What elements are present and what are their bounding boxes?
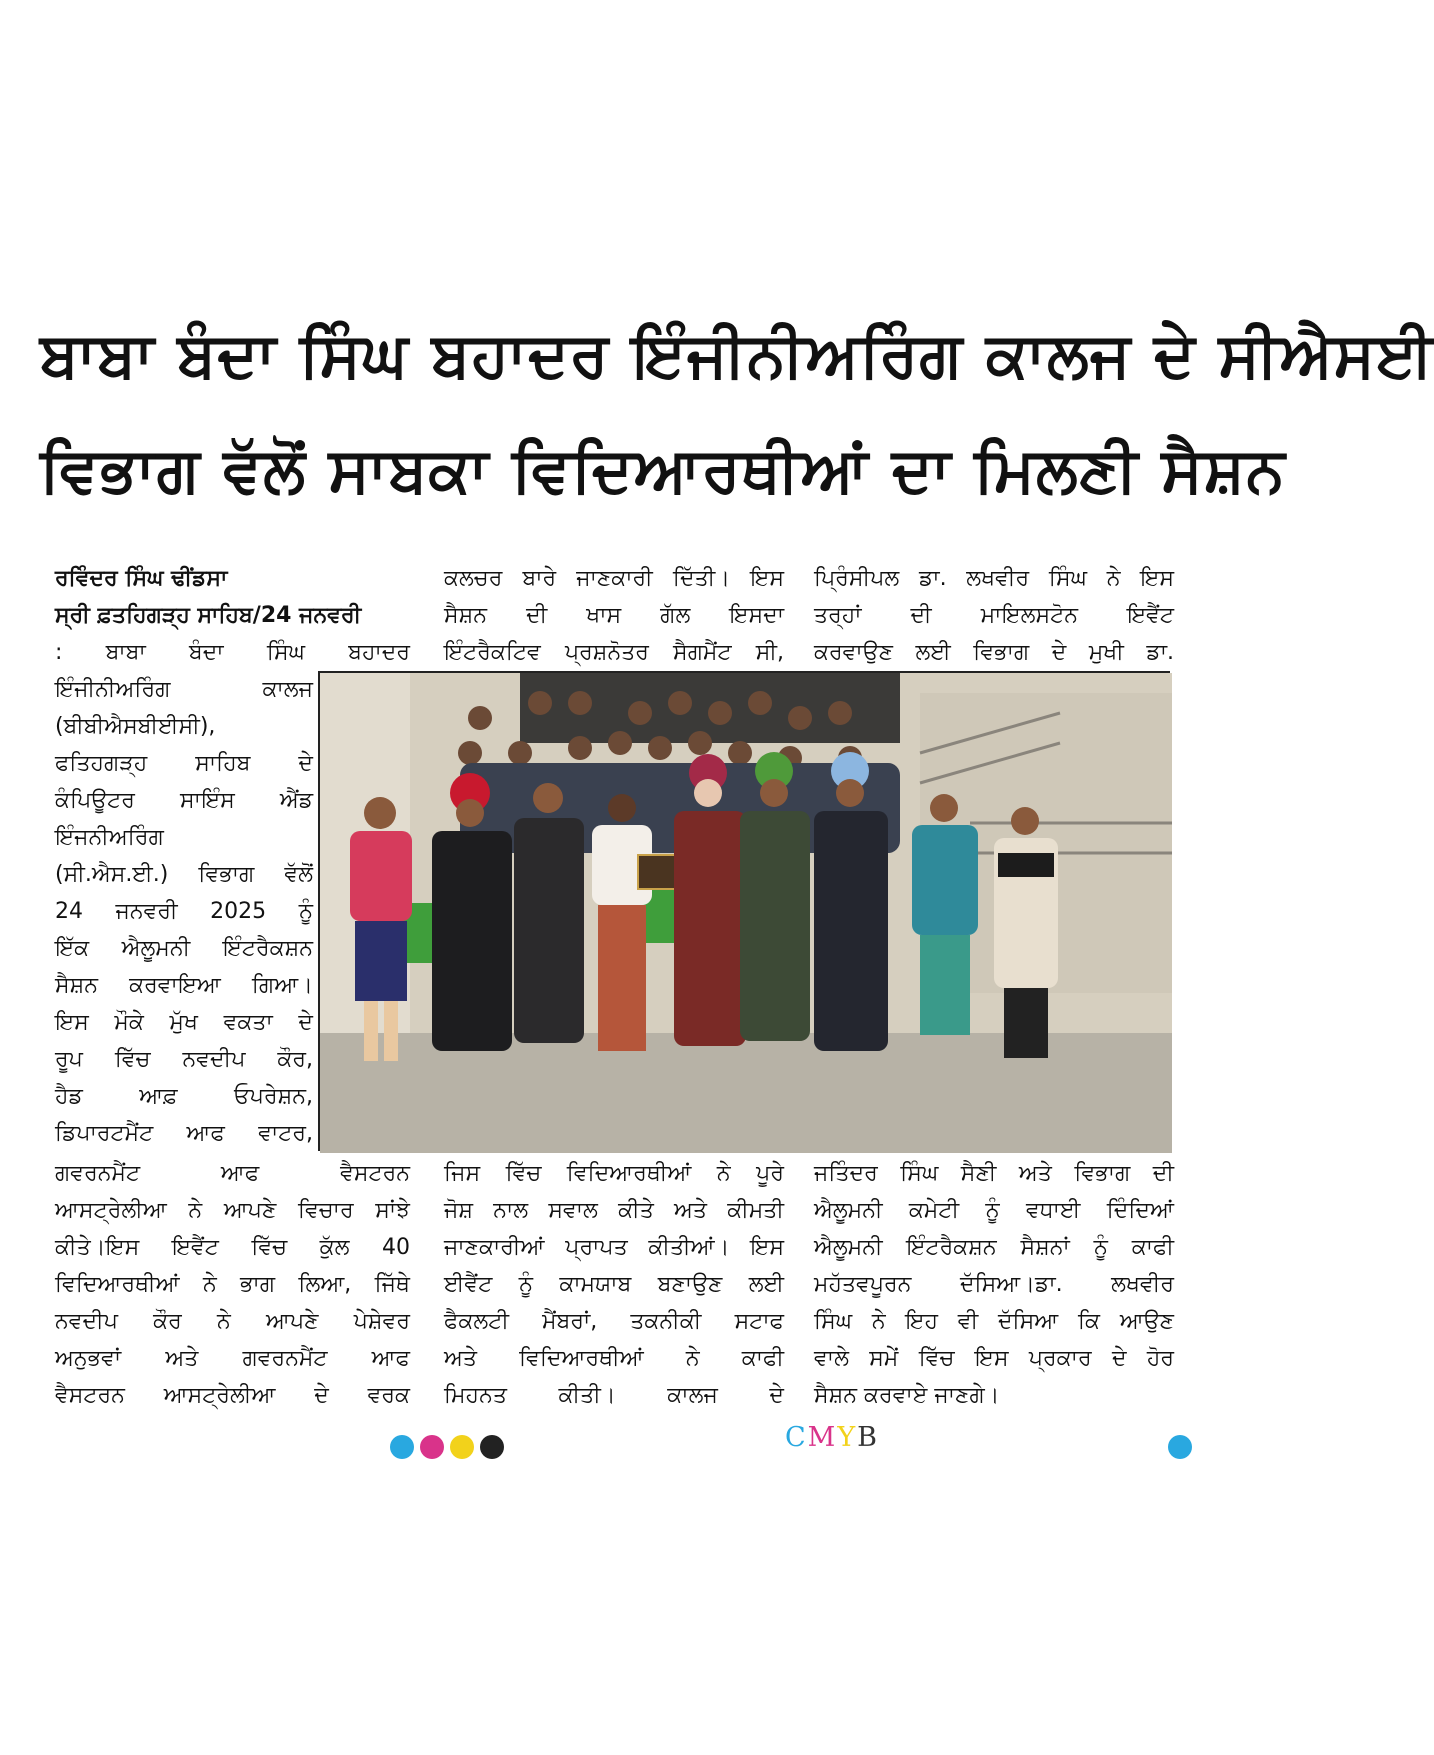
- body-line: ਨਵਦੀਪ ਕੌਰ ਨੇ ਆਪਣੇ ਪੇਸ਼ੇਵਰ: [55, 1309, 410, 1334]
- headline-line-1: ਬਾਬਾ ਬੰਦਾ ਸਿੰਘ ਬਹਾਦਰ ਇੰਜੀਨੀਅਰਿੰਗ ਕਾਲਜ ਦੇ ਸੀਐਸਈ: [40, 318, 1434, 391]
- body-line: ਫਤਿਹਗੜ੍ਹ ਸਾਹਿਬ ਦੇ: [55, 751, 313, 776]
- body-line: ਹੈਡ ਆਫ਼ ਓਪਰੇਸ਼ਨ,: [55, 1084, 313, 1109]
- body-line: ਤਰ੍ਹਾਂ ਦੀ ਮਾਇਲਸਟੋਨ ਇਵੈਂਟ: [814, 603, 1174, 628]
- body-line: ਗਵਰਨਮੈਂਟ ਆਫ ਵੈਸਟਰਨ: [55, 1161, 410, 1186]
- body-line: ਕੰਪਿਊਟਰ ਸਾਇੰਸ ਐਂਡ: [55, 788, 313, 813]
- black-dot: [480, 1435, 504, 1459]
- column-1-bottom: [55, 1155, 410, 1414]
- byline-reporter: ਰਵਿੰਦਰ ਸਿੰਘ ਢੀਂਡਸਾ: [55, 566, 228, 591]
- body-line: ਰੂਪ ਵਿੱਚ ਨਵਦੀਪ ਕੌਰ,: [55, 1047, 313, 1072]
- body-line: ਇੰਜਨੀਅਰਿੰਗ: [55, 825, 164, 850]
- body-line: ਸਿੰਘ ਨੇ ਇਹ ਵੀ ਦੱਸਿਆ ਕਿ ਆਉਣ: [814, 1309, 1174, 1334]
- body-line: : ਬਾਬਾ ਬੰਦਾ ਸਿੰਘ ਬਹਾਦਰ: [55, 640, 410, 665]
- magenta-dot: [420, 1435, 444, 1459]
- group-photo: [318, 671, 1170, 1151]
- body-line: ਕੀਤੇ।ਇਸ ਇਵੈਂਟ ਵਿੱਚ ਕੁੱਲ 40: [55, 1235, 410, 1260]
- body-line: ਐਲੂਮਨੀ ਇੰਟਰੈਕਸ਼ਨ ਸੈਸ਼ਨਾਂ ਨੂੰ ਕਾਫੀ: [814, 1235, 1174, 1260]
- body-line: 24 ਜਨਵਰੀ 2025 ਨੂੰ: [55, 899, 313, 924]
- body-line: ਅਤੇ ਵਿਦਿਆਰਥੀਆਂ ਨੇ ਕਾਫੀ: [444, 1346, 784, 1371]
- body-line: ਐਲੂਮਨੀ ਕਮੇਟੀ ਨੂੰ ਵਧਾਈ ਦਿੰਦਿਆਂ: [814, 1198, 1174, 1223]
- body-line: ਮਿਹਨਤ ਕੀਤੀ। ਕਾਲਜ ਦੇ: [444, 1383, 784, 1408]
- body-line: ਇੱਕ ਐਲੂਮਨੀ ਇੰਟਰੈਕਸ਼ਨ: [55, 936, 313, 961]
- body-line: ਈਵੈਂਟ ਨੂੰ ਕਾਮਯਾਬ ਬਣਾਉਣ ਲਈ: [444, 1272, 784, 1297]
- body-line: ਜਤਿੰਦਰ ਸਿੰਘ ਸੈਣੀ ਅਤੇ ਵਿਭਾਗ ਦੀ: [814, 1161, 1174, 1186]
- cmyb-m: M: [807, 1422, 838, 1453]
- cmyb-color-mark: [785, 1422, 879, 1453]
- cmyb-b: B: [857, 1422, 879, 1453]
- body-line: ਸੈਸ਼ਨ ਕਰਵਾਇਆ ਗਿਆ।: [55, 973, 313, 998]
- body-line: ਇੰਟਰੈਕਟਿਵ ਪ੍ਰਸ਼ਨੋਤਰ ਸੈਗਮੈਂਟ ਸੀ,: [444, 640, 784, 665]
- body-line: ਇੰਜੀਨੀਅਰਿੰਗ ਕਾਲਜ: [55, 677, 313, 702]
- column-2-bottom: [444, 1155, 784, 1414]
- headline-line-2: ਵਿਭਾਗ ਵੱਲੋਂ ਸਾਬਕਾ ਵਿਦਿਆਰਥੀਆਂ ਦਾ ਮਿਲਣੀ ਸੈਸ਼ਨ: [40, 433, 1286, 506]
- body-line: ਸੈਸ਼ਨ ਕਰਵਾਏ ਜਾਣਗੇ।: [814, 1383, 1000, 1408]
- column-1-narrow: [55, 671, 313, 1152]
- body-line: ਪ੍ਰਿੰਸੀਪਲ ਡਾ. ਲਖਵੀਰ ਸਿੰਘ ਨੇ ਇਸ: [814, 566, 1174, 591]
- column-2-top: [444, 560, 784, 671]
- body-line: ਸੈਸ਼ਨ ਦੀ ਖਾਸ ਗੱਲ ਇਸਦਾ: [444, 603, 784, 628]
- body-line: ਵਾਲੇ ਸਮੇਂ ਵਿੱਚ ਇਸ ਪ੍ਰਕਾਰ ਦੇ ਹੋਰ: [814, 1346, 1174, 1371]
- body-line: ਕਲਚਰ ਬਾਰੇ ਜਾਣਕਾਰੀ ਦਿੱਤੀ। ਇਸ: [444, 566, 784, 591]
- column-1-top: [55, 560, 410, 671]
- body-line: ਜੋਸ਼ ਨਾਲ ਸਵਾਲ ਕੀਤੇ ਅਤੇ ਕੀਮਤੀ: [444, 1198, 784, 1223]
- body-line: ਜਿਸ ਵਿੱਚ ਵਿਦਿਆਰਥੀਆਂ ਨੇ ਪੂਰੇ: [444, 1161, 784, 1186]
- column-3-top: [814, 560, 1174, 671]
- cmyb-c: C: [785, 1422, 808, 1453]
- byline-dateline: ਸ੍ਰੀ ਫ਼ਤਹਿਗੜ੍ਹ ਸਾਹਿਬ/24 ਜਨਵਰੀ: [55, 603, 362, 628]
- column-3-bottom: [814, 1155, 1174, 1414]
- body-line: ਜਾਣਕਾਰੀਆਂ ਪ੍ਰਾਪਤ ਕੀਤੀਆਂ। ਇਸ: [444, 1235, 784, 1260]
- group-photo-illustration: [320, 673, 1172, 1153]
- body-line: ਵਿਦਿਆਰਥੀਆਂ ਨੇ ਭਾਗ ਲਿਆ, ਜਿੱਥੇ: [55, 1272, 410, 1297]
- body-line: ਵੈਸਟਰਨ ਆਸਟ੍ਰੇਲੀਆ ਦੇ ਵਰਕ: [55, 1383, 410, 1408]
- body-line: ਮਹੱਤਵਪੂਰਨ ਦੱਸਿਆ।ਡਾ. ਲਖਵੀਰ: [814, 1272, 1174, 1297]
- body-line: (ਸੀ.ਐਸ.ਈ.) ਵਿਭਾਗ ਵੱਲੋਂ: [55, 862, 313, 887]
- cyan-dot: [1168, 1435, 1192, 1459]
- cmyb-y: Y: [837, 1422, 858, 1453]
- body-line: ਕਰਵਾਉਣ ਲਈ ਵਿਭਾਗ ਦੇ ਮੁਖੀ ਡਾ.: [814, 640, 1174, 665]
- body-line: ਅਨੁਭਵਾਂ ਅਤੇ ਗਵਰਨਮੈਂਟ ਆਫ: [55, 1346, 410, 1371]
- yellow-dot: [450, 1435, 474, 1459]
- body-line: ਫੈਕਲਟੀ ਮੈਂਬਰਾਂ, ਤਕਨੀਕੀ ਸਟਾਫ: [444, 1309, 784, 1334]
- body-line: (ਬੀਬੀਐਸਬੀਈਸੀ),: [55, 714, 216, 739]
- body-line: ਇਸ ਮੌਕੇ ਮੁੱਖ ਵਕਤਾ ਦੇ: [55, 1010, 313, 1035]
- cyan-dot: [390, 1435, 414, 1459]
- body-line: ਡਿਪਾਰਟਮੈਂਟ ਆਫ ਵਾਟਰ,: [55, 1121, 313, 1146]
- body-line: ਆਸਟ੍ਰੇਲੀਆ ਨੇ ਆਪਣੇ ਵਿਚਾਰ ਸਾਂਝੇ: [55, 1198, 410, 1223]
